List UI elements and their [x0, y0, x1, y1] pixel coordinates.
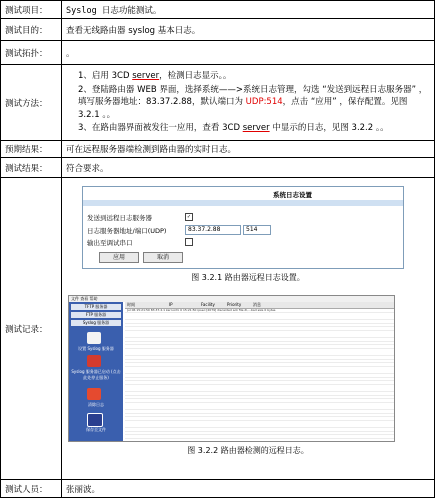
figure1-caption: 图 3.2.1 路由器远程日志设置。	[191, 273, 305, 282]
figure2-caption: 图 3.2.2 路由器检测的远程日志。	[187, 446, 309, 455]
debug-serial-label: 输出至调试串口	[87, 239, 133, 247]
tab-syslog[interactable]: Syslog 服务器	[71, 320, 121, 326]
tab-tftp[interactable]: TFTP 服务器	[71, 304, 121, 310]
remote-log-label: 发送到远程日志服务器	[87, 214, 152, 222]
label-test-topology: 测试拓扑：	[1, 41, 62, 65]
log-grid	[125, 302, 394, 441]
log-grid-header	[125, 302, 394, 309]
row-test-purpose	[1, 19, 435, 41]
server-address-input[interactable]: 83.37.2.88	[185, 225, 241, 235]
sidebar-item-clear[interactable]: 清除日志	[88, 402, 104, 407]
value-test-item: Syslog 日志功能测试。	[62, 1, 435, 19]
method-step-2: 2、登陆路由器 WEB 界面，选择系统——>系统日志管理，勾选 “发送到远程日志服务器” ，填写服务器地址：83.37.2.88，默认端口为 UDP:514，点击 “应用” ，保存配置。见图 3.2.1 。。	[78, 84, 428, 120]
row-expected-result	[1, 141, 435, 158]
column-priority[interactable]: Priority	[227, 302, 242, 307]
cancel-button[interactable]: 取消	[143, 252, 183, 263]
server-running-icon[interactable]	[87, 355, 101, 367]
value-test-record	[62, 178, 435, 480]
sidebar-item-save[interactable]: 保存至文件	[86, 427, 106, 432]
label-test-result: 测试结果：	[1, 158, 62, 178]
method-step-1: 1、启用 3CD server，检测日志显示。。	[78, 71, 232, 82]
sidebar-item-status[interactable]: Syslog 服务器已启动 (点击此处停止服务)	[71, 369, 121, 380]
label-test-method: 测试方法：	[1, 65, 62, 141]
apply-button[interactable]: 应用	[99, 252, 139, 263]
figure-syslog-server-window	[68, 295, 395, 442]
syslog-settings-title: 系统日志设置	[273, 191, 312, 199]
label-test-item: 测试项目：	[1, 1, 62, 19]
server-port-input[interactable]: 514	[243, 225, 271, 235]
row-test-person	[1, 480, 435, 498]
row-test-item	[1, 1, 435, 19]
column-ip[interactable]: IP	[169, 302, 173, 307]
debug-serial-checkbox[interactable]	[185, 238, 193, 246]
server-address-label: 日志服务器地址/端口(UDP)	[87, 227, 167, 235]
log-rows	[125, 309, 394, 441]
figure-syslog-settings	[82, 186, 404, 269]
value-expected-result: 可在远程服务器端检测到路由器的实时日志。	[62, 141, 435, 158]
value-test-method	[62, 65, 435, 141]
row-test-result	[1, 158, 435, 178]
row-test-topology	[1, 41, 435, 65]
settings-icon[interactable]	[87, 332, 101, 344]
value-test-person: 张丽波。	[62, 480, 435, 498]
value-test-purpose: 查看无线路由器 syslog 基本日志。	[62, 19, 435, 41]
settings-header-band	[83, 200, 403, 206]
method-step-3: 3、在路由器界面被发往一应用，查看 3CD server 中显示的日志，见图 3.2.2 。。	[78, 123, 389, 134]
row-test-record	[1, 178, 435, 480]
column-message[interactable]: 消息	[253, 302, 261, 307]
remote-log-checkbox[interactable]: ✓	[186, 214, 192, 220]
value-test-result: 符合要求。	[62, 158, 435, 178]
syslog-sidebar	[69, 302, 123, 441]
log-row-sample: Jul 06 15:21:50 83.37.2.1 kern.info 0 15:21:50 ipsec:[2079] discarded ack file dl,...bad size 0 bytes	[127, 309, 276, 312]
row-test-method	[1, 65, 435, 141]
method-steps	[66, 70, 430, 135]
save-file-icon[interactable]	[87, 413, 103, 427]
label-expected-result: 预期结果：	[1, 141, 62, 158]
tab-ftp[interactable]: FTP 服务器	[71, 312, 121, 318]
menu-bar[interactable]: 文件 查看 帮助	[69, 296, 394, 302]
label-test-record: 测试记录：	[1, 178, 62, 480]
sidebar-item-setup[interactable]: 设置 Syslog 服务器	[78, 346, 114, 351]
label-test-person: 测试人员：	[1, 480, 62, 498]
column-facility[interactable]: Facility	[201, 302, 215, 307]
column-time[interactable]: 时间	[127, 302, 135, 307]
clear-log-icon[interactable]	[87, 388, 101, 400]
value-test-topology: 。	[62, 41, 435, 65]
label-test-purpose: 测试目的：	[1, 19, 62, 41]
